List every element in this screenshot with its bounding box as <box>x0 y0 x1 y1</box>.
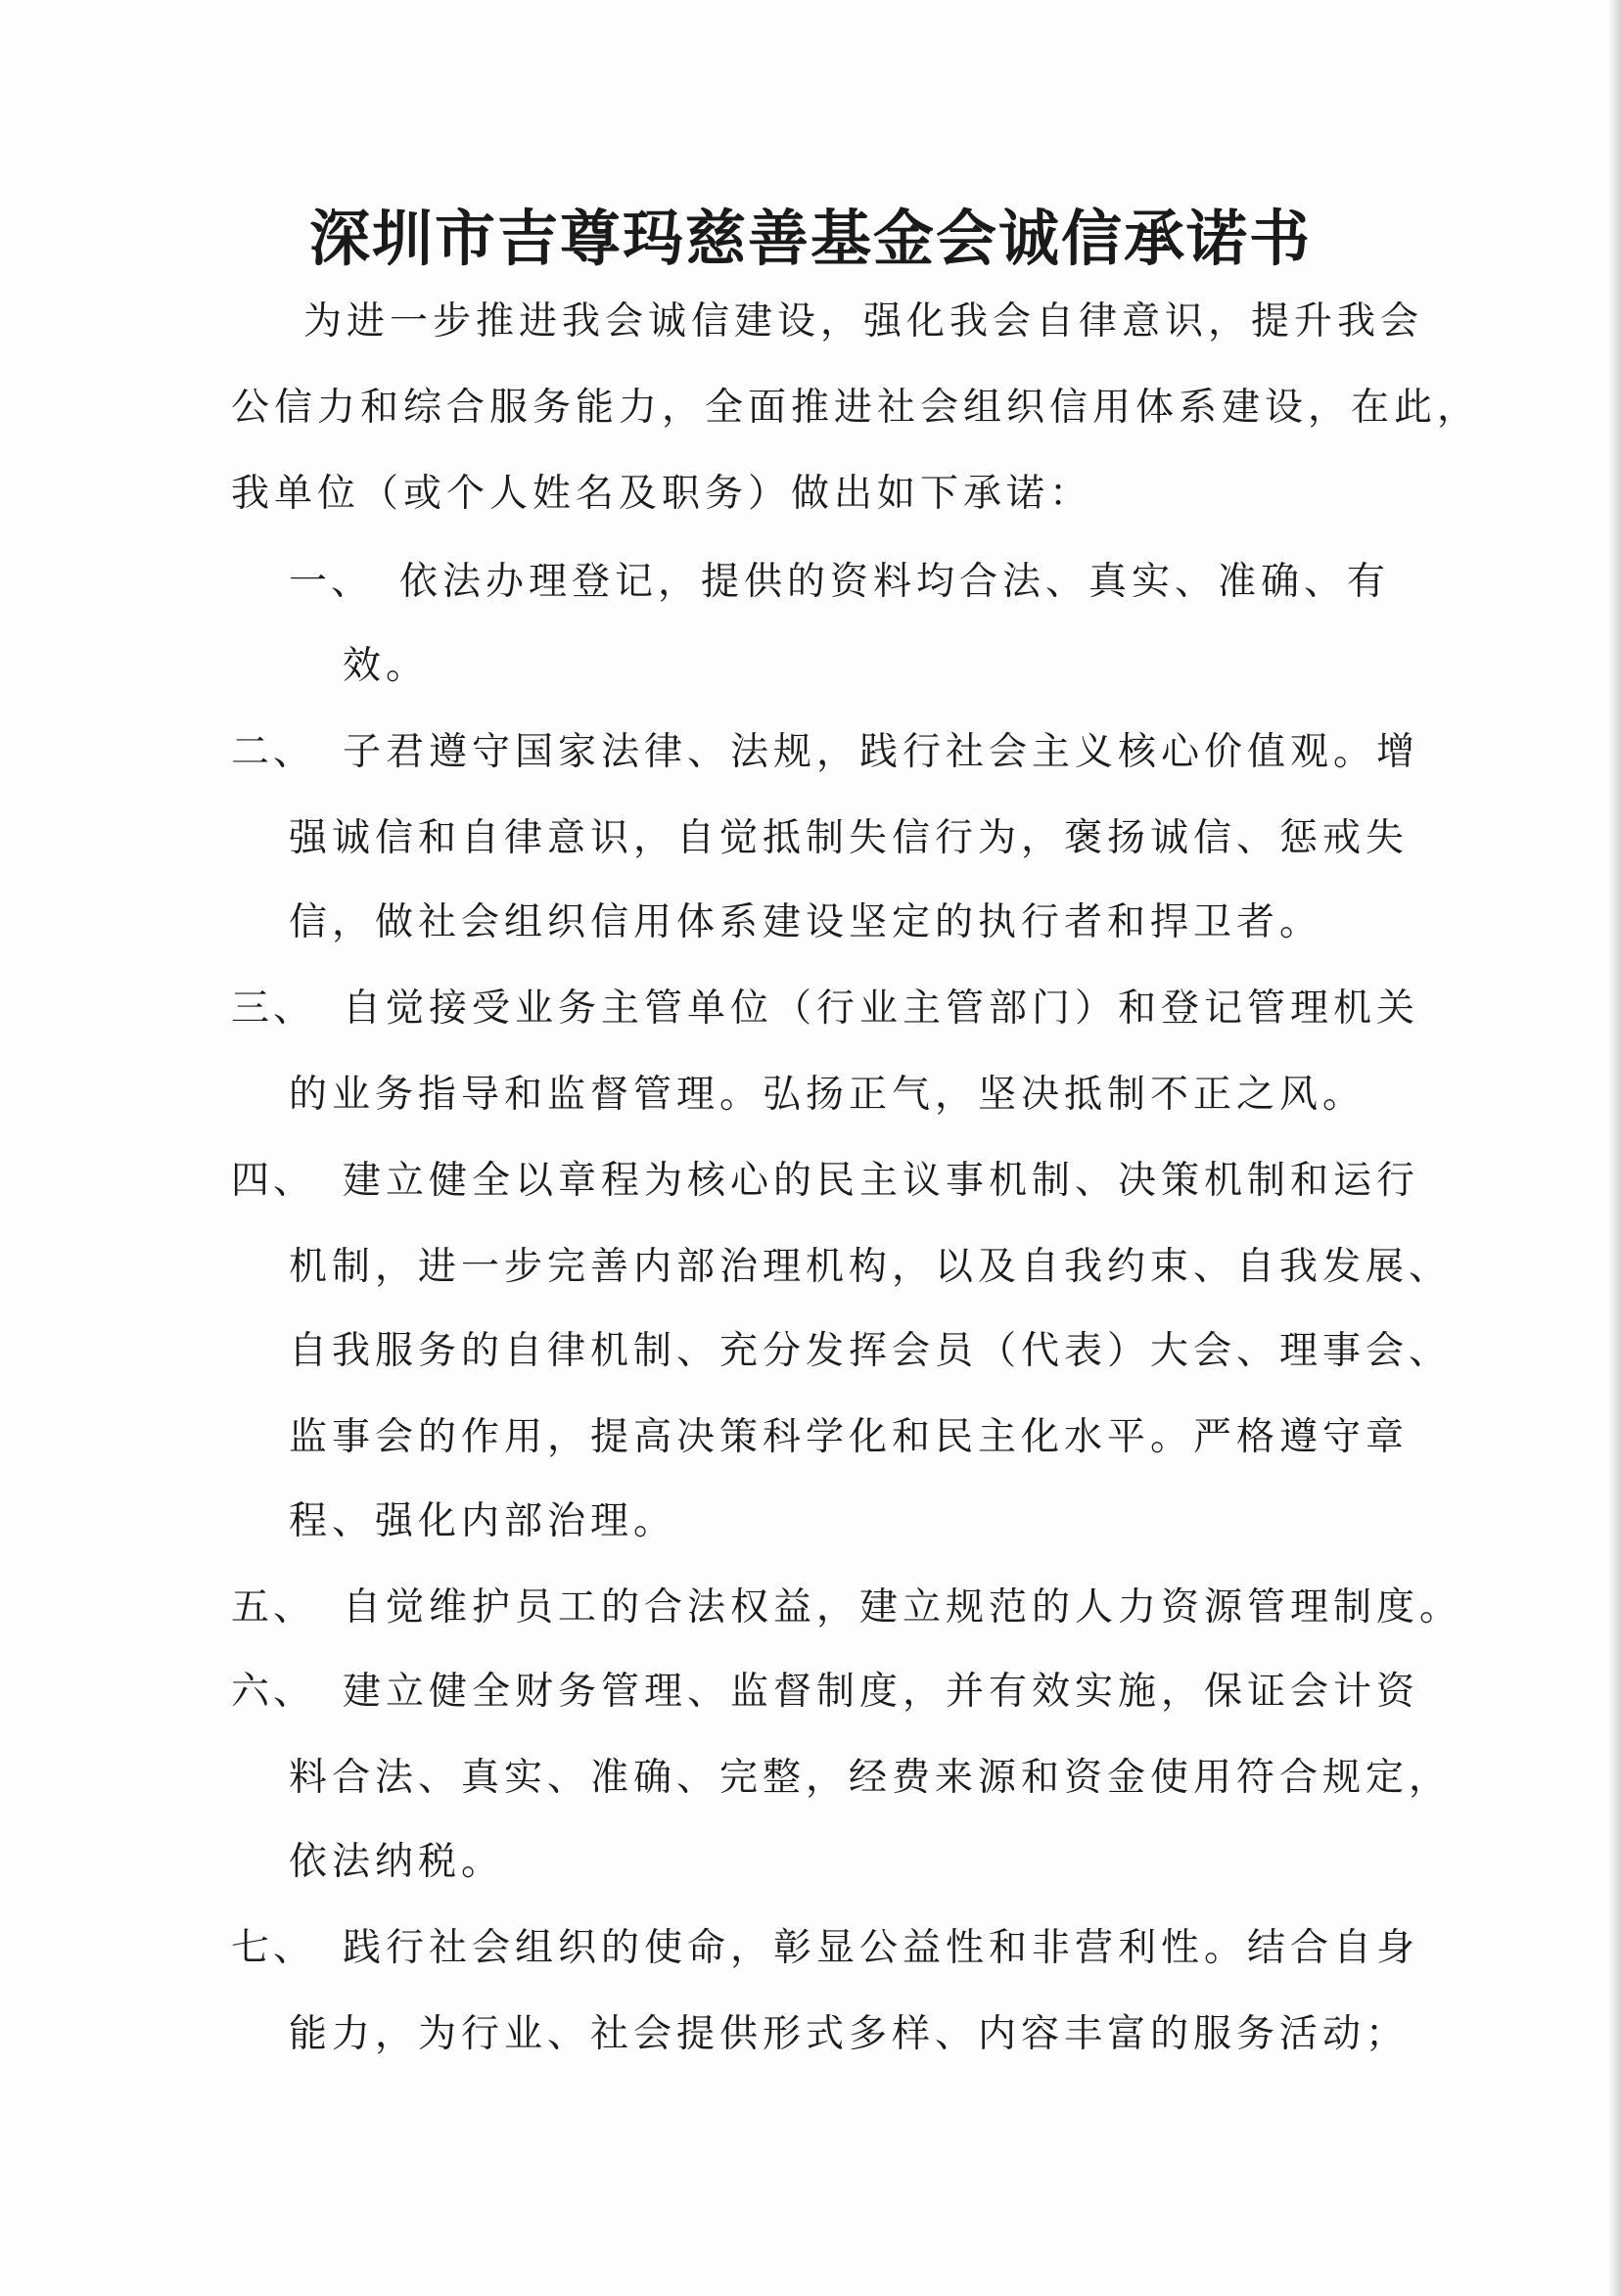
item-3-line-2: 的业务指导和监督管理。弘扬正气，坚决抵制不正之风。 <box>289 1073 1366 1117</box>
item-2-line-1: 子君遵守国家法律、法规，践行社会主义核心价值观。增 <box>343 730 1420 774</box>
item-1-line-1: 依法办理登记，提供的资料均合法、真实、准确、有 <box>399 560 1391 604</box>
item-3-line-1: 自觉接受业务主管单位（行业主管部门）和登记管理机关 <box>343 987 1420 1031</box>
item-2-line-3: 信，做社会组织信用体系建设坚定的执行者和捍卫者。 <box>289 900 1323 944</box>
document-title: 深圳市吉尊玛慈善基金会诚信承诺书 <box>308 203 1312 274</box>
item-number-2: 二、 <box>231 730 316 774</box>
item-number-3: 三、 <box>231 987 316 1031</box>
item-number-6: 六、 <box>231 1670 316 1714</box>
item-number-4: 四、 <box>231 1159 316 1203</box>
item-1-line-2: 效。 <box>343 644 430 688</box>
item-4-line-4: 监事会的作用，提高决策科学化和民主化水平。严格遵守章 <box>289 1415 1410 1459</box>
intro-line-2: 公信力和综合服务能力，全面推进社会组织信用体系建设，在此， <box>231 386 1481 430</box>
item-4-line-3: 自我服务的自律机制、充分发挥会员（代表）大会、理事会、 <box>289 1329 1453 1373</box>
intro-line-1: 为进一步推进我会诚信建设，强化我会自律意识，提升我会 <box>303 299 1424 344</box>
item-6-line-1: 建立健全财务管理、监督制度，并有效实施，保证会计资 <box>343 1670 1420 1714</box>
item-7-line-2: 能力，为行业、社会提供形式多样、内容丰富的服务活动； <box>289 2012 1410 2056</box>
item-number-7: 七、 <box>231 1926 316 1970</box>
scan-edge <box>1607 0 1621 2296</box>
item-4-line-2: 机制，进一步完善内部治理机构，以及自我约束、自我发展、 <box>289 1245 1453 1289</box>
item-2-line-2: 强诚信和自律意识，自觉抵制失信行为，褒扬诚信、惩戒失 <box>289 816 1410 860</box>
item-6-line-2: 料合法、真实、准确、完整，经费来源和资金使用符合规定， <box>289 1756 1453 1800</box>
intro-line-3: 我单位（或个人姓名及职务）做出如下承诺： <box>231 472 1093 516</box>
item-number-5: 五、 <box>231 1585 316 1630</box>
item-6-line-3: 依法纳税。 <box>289 1840 505 1884</box>
item-7-line-1: 践行社会组织的使命，彰显公益性和非营利性。结合自身 <box>343 1926 1420 1970</box>
item-number-1: 一、 <box>289 560 374 604</box>
item-4-line-1: 建立健全以章程为核心的民主议事机制、决策机制和运行 <box>343 1159 1420 1203</box>
item-5-line-1: 自觉维护员工的合法权益，建立规范的人力资源管理制度。 <box>343 1585 1463 1630</box>
item-4-line-5: 程、强化内部治理。 <box>289 1499 677 1543</box>
